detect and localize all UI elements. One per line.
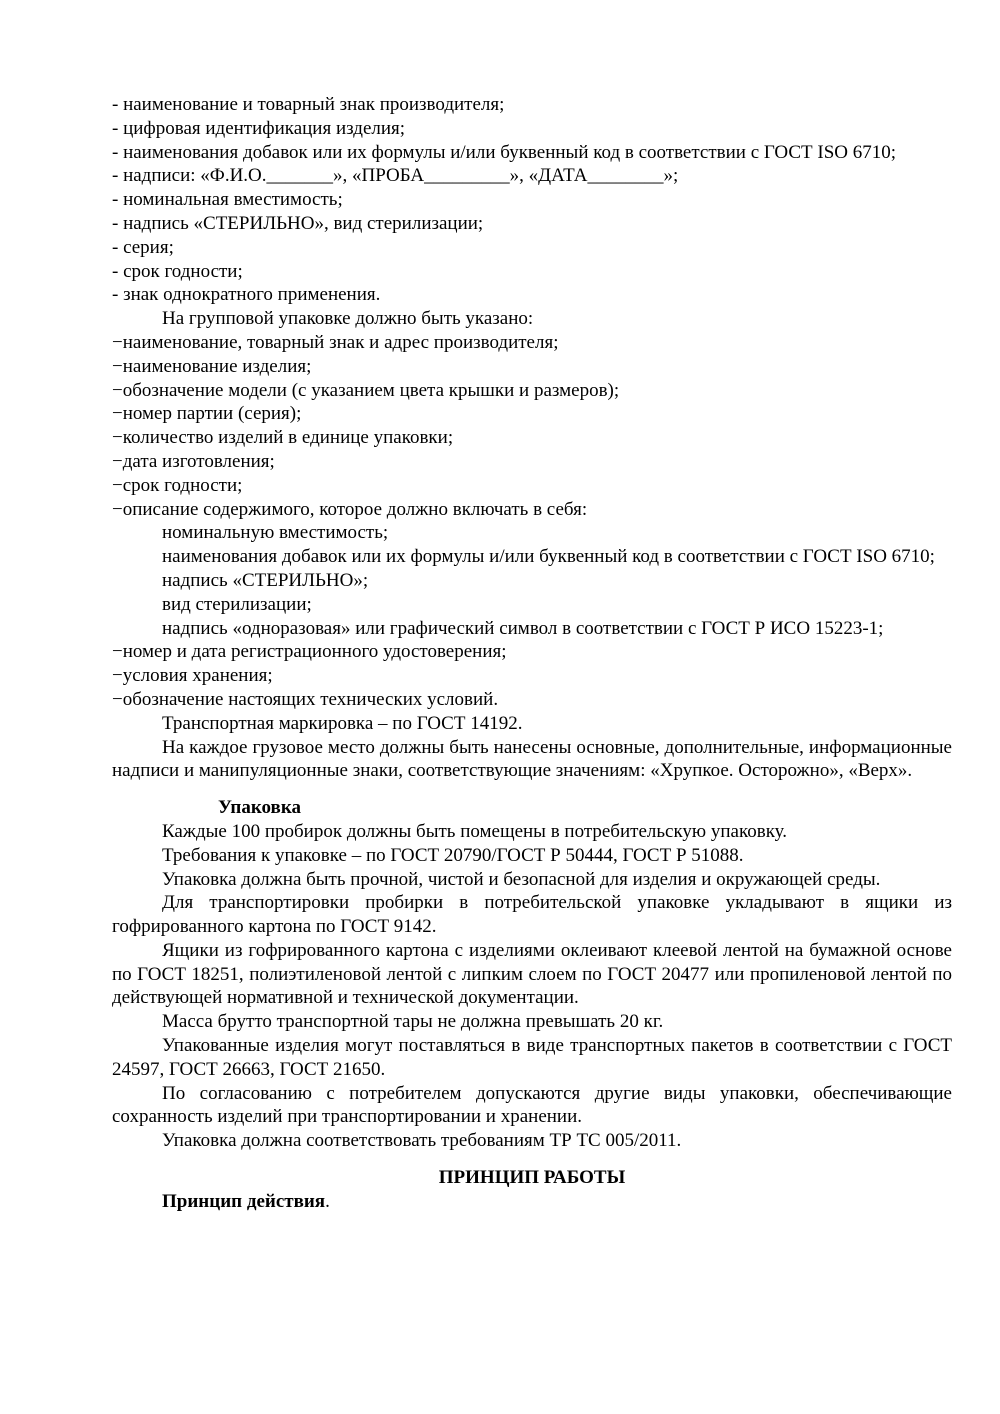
paragraph: По согласованию с потребителем допускаются другие виды упаковки, обеспечивающие сохранность изделий при транспортировании и хранении. [112,1082,952,1128]
chapter-heading: ПРИНЦИП РАБОТЫ [438,1167,626,1189]
paragraph: −номер и дата регистрационного удостоверения; [112,641,507,663]
paragraph: - срок годности; [112,260,243,282]
paragraph: вид стерилизации; [162,593,312,615]
paragraph: На групповой упаковке должно быть указано: [162,308,534,330]
paragraph: наименования добавок или их формулы и/или буквенный код в соответствии с ГОСТ ISO 6710; [162,546,935,568]
paragraph: Требования к упаковке – по ГОСТ 20790/ГОСТ Р 50444, ГОСТ Р 51088. [162,844,744,866]
paragraph: Упаковка должна соответствовать требованиям ТР ТС 005/2011. [162,1130,682,1152]
paragraph: −срок годности; [112,474,243,496]
paragraph: −наименование изделия; [112,355,312,377]
subsection-heading-text: Принцип действия [162,1190,326,1212]
paragraph: Упакованные изделия могут поставляться в виде транспортных пакетов в соответствии с ГОСТ 24597, ГОСТ 26663, ГОСТ 21650. [112,1035,952,1080]
paragraph: - наименования добавок или их формулы и/или буквенный код в соответствии с ГОСТ ISO 6710; [112,141,897,163]
subsection-heading [112,1190,952,1214]
paragraph: - номинальная вместимость; [112,189,343,211]
paragraph: - серия; [112,236,174,258]
paragraph: - наименование и товарный знак производителя; [112,94,505,115]
paragraph: −обозначение модели (с указанием цвета крышки и размеров); [112,379,620,401]
paragraph: - цифровая идентификация изделия; [112,117,406,139]
paragraph: −номер партии (серия); [112,403,302,425]
paragraph: надпись «одноразовая» или графический символ в соответствии с ГОСТ Р ИСО 15223-1; [162,617,884,639]
paragraph: Транспортная маркировка – по ГОСТ 14192. [162,712,523,734]
paragraph: - знак однократного применения. [112,284,381,306]
paragraph: - надпись «СТЕРИЛЬНО», вид стерилизации; [112,212,484,234]
paragraph: −дата изготовления; [112,450,275,472]
paragraph: - надписи: «Ф.И.О._______», «ПРОБА_________», «ДАТА________»; [112,165,679,187]
paragraph: −наименование, товарный знак и адрес производителя; [112,331,559,353]
document-body [112,93,952,1214]
paragraph: −обозначение настоящих технических условий. [112,688,499,710]
paragraph: −описание содержимого, которое должно включать в себя: [112,498,588,520]
paragraph: надпись «СТЕРИЛЬНО»; [162,569,369,591]
paragraph: Масса брутто транспортной тары не должна превышать 20 кг. [162,1011,664,1033]
paragraph: Ящики из гофрированного картона с изделиями оклеивают клеевой лентой на бумажной основе по ГОСТ 18251, полиэтиленовой лентой с липким слоем по ГОСТ 20477 или пропиленовой лентой по действующей нормативной и технической документации. [112,939,952,1009]
subsection-heading-tail: . [325,1190,330,1212]
section-heading: Упаковка [218,797,301,819]
paragraph: Упаковка должна быть прочной, чистой и безопасной для изделия и окружающей среды. [162,868,881,890]
paragraph: номинальную вместимость; [162,522,389,544]
paragraph: На каждое грузовое место должны быть нанесены основные, дополнительные, информационные надписи и манипуляционные знаки, соответствующие значениям: «Хрупкое. Осторожно», «Верх». [112,736,952,782]
paragraph: −условия хранения; [112,665,273,687]
paragraph: Каждые 100 пробирок должны быть помещены в потребительскую упаковку. [162,820,788,842]
paragraph: −количество изделий в единице упаковки; [112,427,454,449]
paragraph: Для транспортировки пробирки в потребительской упаковке укладывают в ящики из гофрированного картона по ГОСТ 9142. [112,892,952,938]
